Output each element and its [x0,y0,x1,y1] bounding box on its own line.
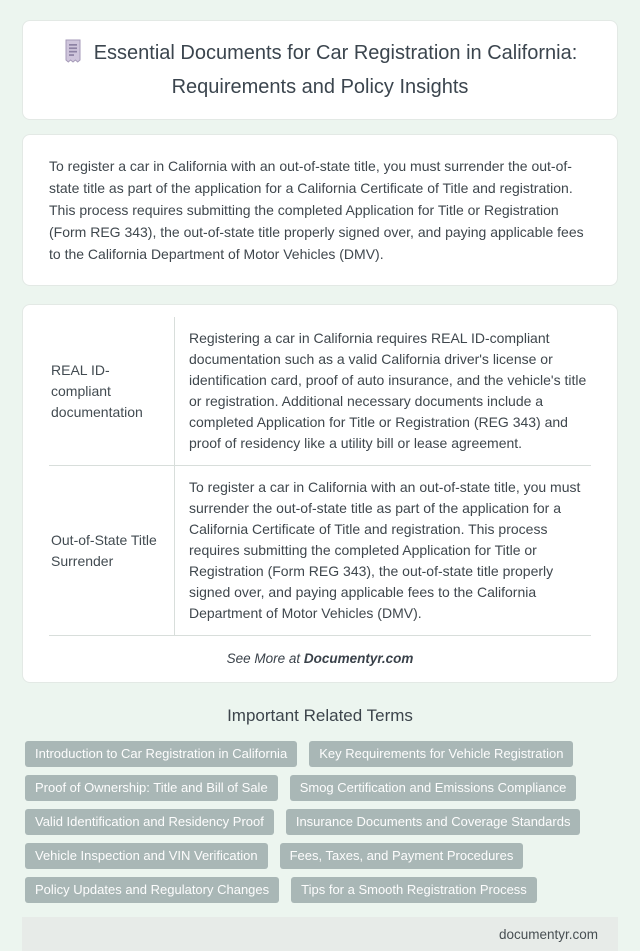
term-pill[interactable]: Proof of Ownership: Title and Bill of Sale [25,775,278,801]
table-row-description: Registering a car in California requires REAL ID-compliant documentation such as a valid California driver's license or identification card, proof of auto insurance, and the vehicle's title or registration. Additional necessary documents include a completed Application for Title or Registration (REG 343) and proof of residency like a utility bill or lease agreement. [175,317,591,466]
term-row [25,877,618,903]
page [0,20,640,951]
intro-text: To register a car in California with an out-of-state title, you must surrender the out-of-state title as part of the application for a California Certificate of Title and registration. This process requires submitting the completed Application for Title or Registration (Form REG 343), the out-of-state title properly signed over, and paying applicable fees to the California Department of Motor Vehicles (DMV). [49,158,584,262]
see-more-prefix: See More at [226,651,301,666]
term-row [25,741,618,767]
page-title [49,38,591,102]
term-pill[interactable]: Smog Certification and Emissions Compliance [290,775,577,801]
footer-site-label: documentyr.com [498,926,598,942]
intro-card [22,134,618,286]
term-pill[interactable]: Insurance Documents and Coverage Standards [286,809,581,835]
see-more-brand: Documentyr.com [303,651,414,666]
definition-table-card [22,304,618,683]
table-row-term: REAL ID-compliant documentation [49,317,175,466]
related-terms-heading: Important Related Terms [227,706,413,725]
term-pill[interactable]: Vehicle Inspection and VIN Verification [25,843,268,869]
term-pill[interactable]: Policy Updates and Regulatory Changes [25,877,279,903]
term-row [25,809,618,835]
term-row [25,775,618,801]
table-row-term: Out-of-State Title Surrender [49,466,175,636]
term-pill[interactable]: Valid Identification and Residency Proof [25,809,274,835]
see-more-line [49,651,591,666]
header-card [22,20,618,120]
term-pill[interactable]: Fees, Taxes, and Payment Procedures [280,843,524,869]
term-row [25,843,618,869]
related-terms-list [22,741,618,903]
term-pill[interactable]: Key Requirements for Vehicle Registration [309,741,573,767]
definition-table [49,317,591,636]
page-title-text: Essential Documents for Car Registration in California: Requirements and Policy Insights [93,42,578,98]
term-pill[interactable]: Tips for a Smooth Registration Process [291,877,537,903]
term-pill[interactable]: Introduction to Car Registration in California [25,741,297,767]
table-row-description: To register a car in California with an out-of-state title, you must surrender the out-of-state title as part of the application for a California Certificate of Title and registration. This process requires submitting the completed Application for Title or Registration (Form REG 343), the out-of-state title properly signed over, and paying applicable fees to the California Department of Motor Vehicles (DMV). [175,466,591,636]
receipt-icon [63,39,83,72]
footer-bar [22,917,618,951]
